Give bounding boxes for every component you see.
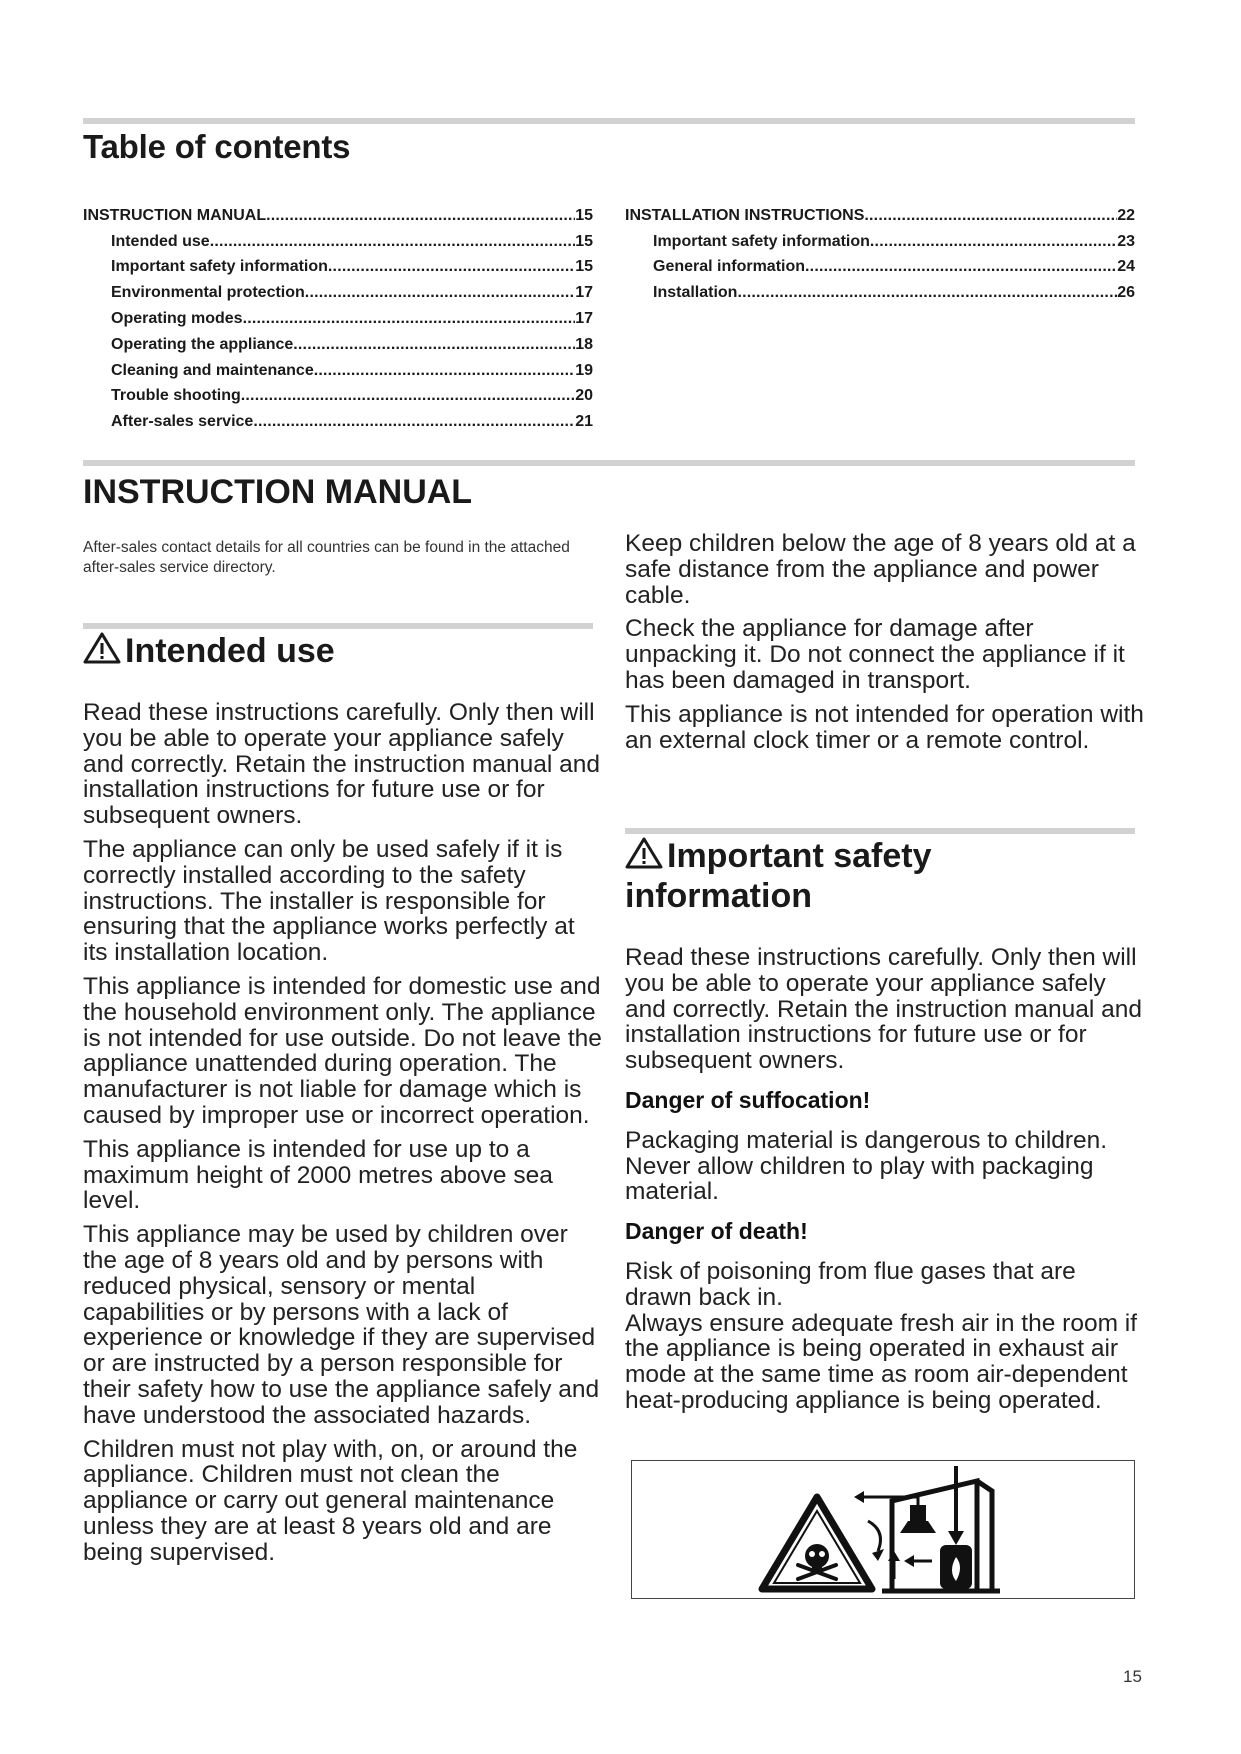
- toc-entry[interactable]: [83, 225, 593, 251]
- flue-gas-illustration: [632, 1461, 1134, 1598]
- toc-entry-page: 15: [575, 206, 593, 224]
- toc-entry-label: General information: [653, 258, 806, 276]
- toc-entry-label: Important safety information: [653, 232, 870, 250]
- toc-entry-label: Operating modes: [111, 309, 243, 327]
- toc-entry-label: Operating the appliance: [111, 335, 294, 353]
- intended-use-paragraph: Children must not play with, on, or around the appliance. Children must not clean the appliance or carry out general maintenance unless they are at least 8 years old and are being supervised.: [83, 1435, 578, 1566]
- page-number: 15: [1123, 1667, 1142, 1686]
- toc-entry-label: INSTALLATION INSTRUCTIONS: [625, 206, 865, 224]
- toc-entry-page: 15: [575, 258, 593, 276]
- toc-leader-dots: [870, 233, 1117, 251]
- right-column-body: [625, 531, 1145, 761]
- toc-entry-page: 21: [575, 413, 593, 431]
- toc-entry-page: 20: [575, 387, 593, 405]
- intended-use-paragraph: Read these instructions carefully. Only then will you be able to operate your appliance safely and correctly. Retain the instruction manual and installation instructions for future use or for subsequent owners.: [83, 699, 601, 830]
- toc-leader-dots: [253, 413, 575, 431]
- intended-use-heading: [83, 631, 593, 671]
- safety-heading: [625, 836, 1135, 916]
- death-text-1: Risk of poisoning from flue gases that are drawn back in.: [625, 1257, 1076, 1311]
- safety-intro: Read these instructions carefully. Only then will you be able to operate your appliance safely and correctly. Retain the instruction manual and installation instructions for future use or for subsequent owners.: [625, 944, 1143, 1075]
- poison-warning-triangle-icon: [762, 1497, 872, 1589]
- toc-leader-dots: [328, 258, 575, 276]
- toc-entry-page: 19: [575, 361, 593, 379]
- warning-triangle-icon: [83, 632, 121, 664]
- toc-leader-dots: [210, 233, 576, 251]
- toc-entry-page: 17: [575, 309, 593, 327]
- toc-entry[interactable]: [83, 354, 593, 380]
- toc-entry[interactable]: [83, 251, 593, 277]
- intended-use-body: [83, 700, 603, 1574]
- toc-entry-page: 26: [1117, 284, 1135, 302]
- toc-entry[interactable]: [83, 199, 593, 225]
- toc-entry-page: 18: [575, 335, 593, 353]
- intended-use-paragraph: This appliance may be used by children over the age of 8 years old and by persons with reduced physical, sensory or mental capabilities or by persons with a lack of experience or knowledge if they are supervised or are instructed by a person responsible for their safety how to use the appliance safely and have understood the associated hazards.: [83, 1221, 600, 1429]
- safety-rule: [625, 828, 1135, 834]
- toc-entry-label: Installation: [653, 284, 738, 302]
- manual-title: INSTRUCTION MANUAL: [83, 473, 473, 511]
- toc-entry[interactable]: [83, 380, 593, 406]
- right-column-paragraph: Check the appliance for damage after unpacking it. Do not connect the appliance if it has been damaged in transport.: [625, 615, 1125, 694]
- toc-entry-label: Intended use: [111, 232, 210, 250]
- right-column-paragraph: This appliance is not intended for operation with an external clock timer or a remote control.: [625, 700, 1144, 754]
- toc-entry-page: 24: [1117, 258, 1135, 276]
- toc-entry-page: 22: [1117, 206, 1135, 224]
- toc-entry-label: INSTRUCTION MANUAL: [83, 206, 267, 224]
- suffocation-text: Packaging material is dangerous to children. Never allow children to play with packaging material.: [625, 1126, 1108, 1206]
- safety-title-line1: Important safety: [667, 837, 932, 875]
- toc-entry[interactable]: [625, 251, 1135, 277]
- intended-use-paragraph: The appliance can only be used safely if it is correctly installed according to the safety instructions. The installer is responsible for ensuring that the appliance works perfectly at its installation location.: [83, 835, 575, 967]
- safety-title-line2: information: [625, 877, 812, 915]
- toc-entry-label: Cleaning and maintenance: [111, 361, 314, 379]
- toc-entry-page: 17: [575, 284, 593, 302]
- intended-use-title: Intended use: [125, 632, 335, 670]
- intended-use-paragraph: This appliance is intended for domestic use and the household environment only. The appliance is not intended for use outside. Do not leave the appliance unattended during operation. The manufacturer is not liable for damage which is caused by improper use or incorrect operation.: [83, 972, 602, 1129]
- toc-entry-page: 15: [575, 232, 593, 250]
- manual-rule: [83, 460, 1135, 466]
- toc-entry-label: Trouble shooting: [111, 387, 241, 405]
- toc-entry-label: After-sales service: [111, 413, 254, 431]
- toc-leader-dots: [737, 284, 1117, 302]
- toc-title: Table of contents: [83, 128, 351, 165]
- death-text-2: Always ensure adequate fresh air in the room if the appliance is being operated in exhaust air mode at the same time as room air-dependent heat-producing appliance is being operated.: [625, 1309, 1138, 1414]
- right-column-paragraph: Keep children below the age of 8 years old at a safe distance from the appliance and power cable.: [625, 530, 1136, 609]
- toc-entry[interactable]: [83, 405, 593, 431]
- toc-entry[interactable]: [625, 225, 1135, 251]
- after-sales-note: After-sales contact details for all countries can be found in the attached after-sales service directory.: [83, 539, 570, 576]
- toc-leader-dots: [243, 310, 576, 328]
- toc-right-column: [625, 199, 1135, 302]
- toc-leader-dots: [241, 387, 575, 405]
- flue-gas-warning-figure: [631, 1460, 1135, 1599]
- toc-leader-dots: [314, 362, 575, 380]
- toc-entry[interactable]: [625, 276, 1135, 302]
- toc-leader-dots: [305, 284, 575, 302]
- suffocation-heading: Danger of suffocation!: [625, 1086, 871, 1113]
- toc-entry[interactable]: [83, 302, 593, 328]
- toc-leader-dots: [864, 207, 1117, 225]
- toc-left-column: [83, 199, 593, 431]
- toc-entry-page: 23: [1117, 232, 1135, 250]
- toc-entry[interactable]: [625, 199, 1135, 225]
- toc-entry-label: Environmental protection: [111, 284, 305, 302]
- toc-leader-dots: [266, 207, 575, 225]
- toc-entry[interactable]: [83, 276, 593, 302]
- safety-body: [625, 945, 1145, 1422]
- toc-leader-dots: [293, 336, 575, 354]
- toc-entry[interactable]: [83, 328, 593, 354]
- death-heading: Danger of death!: [625, 1218, 808, 1245]
- toc-entry-label: Important safety information: [111, 258, 328, 276]
- toc-leader-dots: [805, 258, 1117, 276]
- warning-triangle-icon: [625, 837, 663, 869]
- toc-top-rule: [83, 118, 1135, 124]
- intended-use-paragraph: This appliance is intended for use up to a maximum height of 2000 metres above sea level.: [83, 1135, 553, 1215]
- intended-use-rule: [83, 623, 593, 629]
